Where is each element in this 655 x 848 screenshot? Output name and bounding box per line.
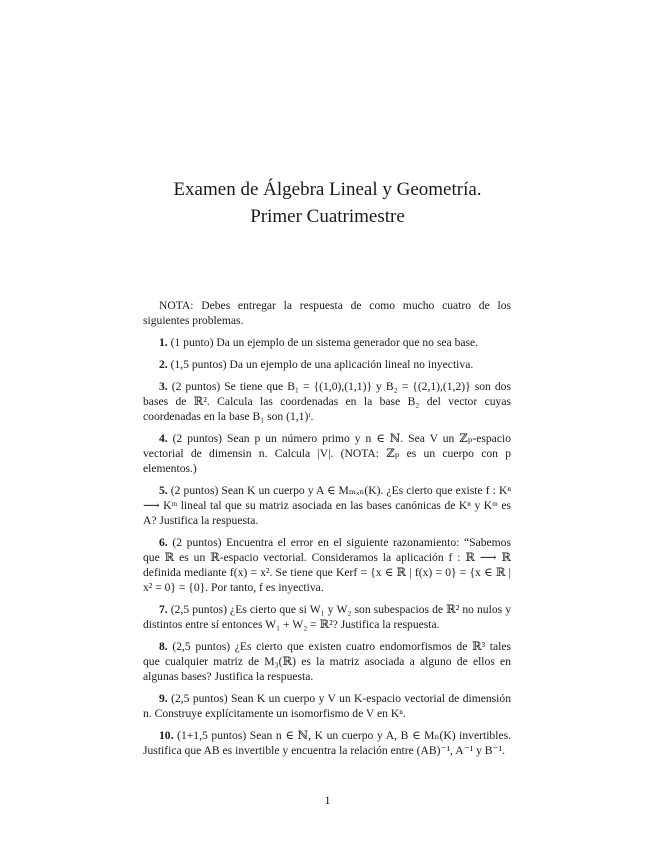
problem-number: 2.	[159, 358, 168, 371]
problem-number: 4.	[159, 432, 168, 445]
problem-text: (1+1,5 puntos) Sean n ∈ ℕ, K un cuerpo y A, B ∈ Mₙ(K) invertibles. Justifica que AB es invertible y encuentra la relación entre (AB)⁻¹, A⁻¹ y B⁻¹.	[143, 729, 511, 757]
problem-text: (1 punto) Da un ejemplo de un sistema generador que no sea base.	[170, 336, 479, 349]
page-number: 1	[324, 793, 331, 807]
problem-9	[143, 691, 511, 721]
exam-title	[0, 176, 655, 230]
problem-number: 7.	[159, 603, 168, 616]
title-line-1: Examen de Álgebra Lineal y Geometría.	[173, 179, 482, 200]
problem-text: (2 puntos) Sean K un cuerpo y A ∈ Mₘₓₙ(K). ¿Es cierto que existe f : Kⁿ ⟶ Kᵐ lineal tal que su matriz asociada en las bases canónicas de Kⁿ y Kᵐ es A? Justifica la respuesta.	[143, 484, 511, 527]
problem-text: (1,5 puntos) Da un ejemplo de una aplicación lineal no inyectiva.	[170, 358, 474, 371]
problem-text: (2 puntos) Encuentra el error en el siguiente razonamiento: “Sabemos que ℝ es un ℝ-espacio vectorial. Consideramos la aplicación f : ℝ ⟶ ℝ definida mediante f(x) = x². Se tiene que Kerf = {x ∈ ℝ | f(x) = 0} = {x ∈ ℝ | x² = 0} = {0}. Por tanto, f es inyectiva.	[143, 536, 511, 594]
problem-text: (2,5 puntos) Sean K un cuerpo y V un K-espacio vectorial de dimensión n. Construye explícitamente un isomorfismo de V en Kⁿ.	[143, 692, 511, 720]
problem-10	[143, 728, 511, 758]
problem-1	[143, 335, 511, 350]
problem-number: 9.	[159, 692, 168, 705]
problem-text: (2,5 puntos) ¿Es cierto que si W₁ y W₂ son subespacios de ℝ² no nulos y distintos entre sí entonces W₁ + W₂ = ℝ²? Justifica la respuesta.	[143, 603, 511, 631]
problem-text: (2,5 puntos) ¿Es cierto que existen cuatro endomorfismos de ℝ³ tales que cualquier matriz de M₃(ℝ) es la matriz asociada a alguno de ellos en algunas bases? Justifica la respuesta.	[143, 640, 511, 683]
problem-7	[143, 602, 511, 632]
problem-number: 6.	[159, 536, 168, 549]
problem-text: (2 puntos) Se tiene que B₁ = {(1,0),(1,1)} y B₂ = {(2,1),(1,2)} son dos bases de ℝ². Calcula las coordenadas en la base B₂ del vector cuyas coordenadas en la base B₁ son (1,1)ᵗ.	[143, 380, 511, 423]
problem-number: 8.	[159, 640, 168, 653]
problem-4	[143, 431, 511, 476]
problem-number: 3.	[159, 380, 168, 393]
problem-text: (2 puntos) Sean p un número primo y n ∈ ℕ. Sea V un ℤₚ-espacio vectorial de dimensin n. Calcula |V|. (NOTA: ℤₚ es un cuerpo con p elementos.)	[143, 432, 511, 475]
problem-3	[143, 379, 511, 424]
problem-number: 5.	[159, 484, 168, 497]
exam-body	[143, 298, 511, 765]
problem-6	[143, 535, 511, 595]
exam-note: NOTA: Debes entregar la respuesta de como mucho cuatro de los siguientes problemas.	[143, 299, 511, 327]
problem-5	[143, 483, 511, 528]
problem-number: 1.	[159, 336, 168, 349]
problem-8	[143, 639, 511, 684]
problem-2	[143, 357, 511, 372]
title-line-2: Primer Cuatrimestre	[250, 206, 405, 227]
problem-number: 10.	[159, 729, 174, 742]
